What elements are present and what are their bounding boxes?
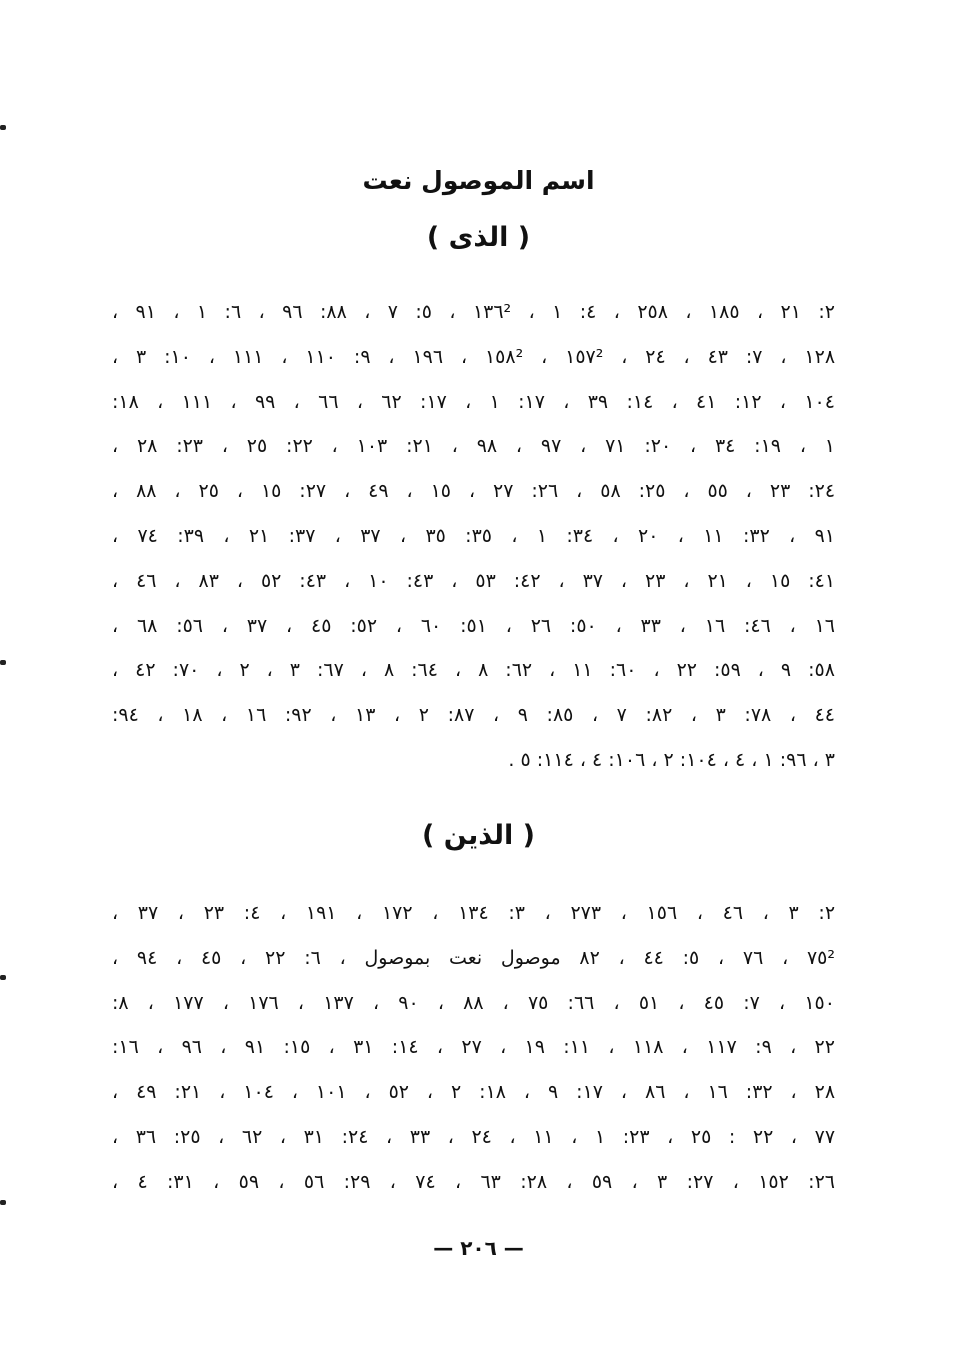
reference-line: ٢: ٢١ ، ١٨٥ ، ٢٥٨ ، ٤: ١ ، ١٣٦² ، ٥: ٧ ، ٨٨: ٩٦ ، ٦: ١ ، ٩١ ، — [112, 301, 835, 323]
reference-line: ٤١: ١٥ ، ٢١ ، ٢٣ ، ٣٧ ، ٤٢: ٥٣ ، ٤٣: ١٠ ، ٤٣: ٥٢ ، ٨٣ ، ٤٦ ، — [112, 569, 835, 592]
reference-line: ١٢٨ ، ٧: ٤٣ ، ٢٤ ، ١٥٧² ، ١٥٨² ، ١٩٦ ، ٩: ١١٠ ، ١١١ ، ١٠: ٣ ، — [112, 345, 835, 368]
section-title-alladhi: ( الذى ) — [426, 222, 531, 253]
scan-edge-mark — [0, 975, 6, 980]
reference-line: ٧٧ ، ٢٢ : ٢٥ ، ٢٣: ١ ، ١١ ، ٢٤ ، ٣٣ ، ٢٤: ٣١ ، ٦٢ ، ٢٥: ٣٦ ، — [112, 1125, 835, 1148]
reference-line: ٢: ٣ ، ٤٦ ، ١٥٦ ، ٢٧٣ ، ٣: ١٣٤ ، ١٧٢ ، ١٩١ ، ٤: ٢٣ ، ٣٧ ، — [112, 902, 835, 924]
reference-line: ٥٨: ٩ ، ٥٩: ٢٢ ، ٦٠: ١١ ، ٦٢: ٨ ، ٦٤: ٨ ، ٦٧: ٣ ، ٢ ، ٧٠: ٤٢ ، — [112, 659, 835, 682]
page-number: — ٢٠٦ — — [433, 1236, 524, 1260]
reference-line: ٣ ، ٩٦: ١ ، ٤ ، ١٠٤: ٢ ، ١٠٦: ٤ ، ١١٤: ٥ . — [508, 748, 835, 771]
scan-edge-mark — [0, 660, 6, 665]
scan-edge-mark — [0, 1200, 6, 1205]
reference-line: ٩١ ، ٣٢: ١١ ، ٢٠ ، ٣٤: ١ ، ٣٥: ٣٥ ، ٣٧ ، ٣٧: ٢١ ، ٣٩: ٧٤ ، — [112, 524, 835, 547]
reference-line: ٧٥² ، ٧٦ ، ٥: ٤٤ ، ٨٢ موصول نعت بموصول ، ٦: ٢٢ ، ٤٥ ، ٩٤ ، — [112, 946, 835, 969]
reference-line: ٢٨ ، ٣٢: ١٦ ، ٨٦ ، ١٧: ٩ ، ١٨: ٢ ، ٥٢ ، ١٠١ ، ١٠٤ ، ٢١: ٤٩ ، — [112, 1081, 835, 1104]
reference-block-alladhina — [112, 897, 835, 1211]
reference-line: ٤٤ ، ٧٨: ٣ ، ٨٢: ٧ ، ٨٥: ٩ ، ٨٧: ٢ ، ١٣ ، ٩٢: ١٦ ، ١٨ ، ٩٤: — [112, 704, 835, 727]
reference-line: ١٠٤ ، ١٢: ٤١ ، ١٤: ٣٩ ، ١٧: ١ ، ١٧: ٦٢ ، ٦٦ ، ٩٩ ، ١١١ ، ١٨: — [112, 390, 835, 413]
reference-line: ٢٤: ٢٣ ، ٥٥ ، ٢٥: ٥٨ ، ٢٦: ٢٧ ، ١٥ ، ٤٩ ، ٢٧: ١٥ ، ٢٥ ، ٨٨ ، — [112, 480, 835, 503]
section-title-alladhina: ( الذين ) — [422, 820, 535, 851]
reference-line: ١ ، ١٩: ٣٤ ، ٢٠: ٧١ ، ٩٧ ، ٩٨ ، ٢١: ١٠٣ ، ٢٢: ٢٥ ، ٢٣: ٢٨ ، — [112, 435, 835, 458]
reference-line: ١٥٠ ، ٧: ٤٥ ، ٥١ ، ٦٦: ٧٥ ، ٨٨ ، ٩٠ ، ١٣٧ ، ١٧٦ ، ١٧٧ ، ٨: — [112, 991, 835, 1014]
reference-block-alladhi — [112, 296, 835, 789]
reference-line: ٢٦: ١٥٢ ، ٢٧: ٣ ، ٥٩ ، ٢٨: ٦٣ ، ٧٤ ، ٢٩: ٥٦ ، ٥٩ ، ٣١: ٤ ، — [112, 1170, 835, 1193]
reference-line: ١٦ ، ٤٦: ١٦ ، ٣٣ ، ٥٠: ٢٦ ، ٥١: ٦٠ ، ٥٢: ٤٥ ، ٣٧ ، ٥٦: ٦٨ ، — [112, 614, 835, 637]
scan-edge-mark — [0, 125, 6, 130]
reference-line: ٢٢ ، ٩: ١١٧ ، ١١٨ ، ١١: ١٩ ، ٢٧ ، ١٤: ٣١ ، ١٥: ٩١ ، ٩٦ ، ١٦: — [112, 1036, 835, 1059]
page-heading: اسم الموصول نعت — [362, 166, 595, 195]
